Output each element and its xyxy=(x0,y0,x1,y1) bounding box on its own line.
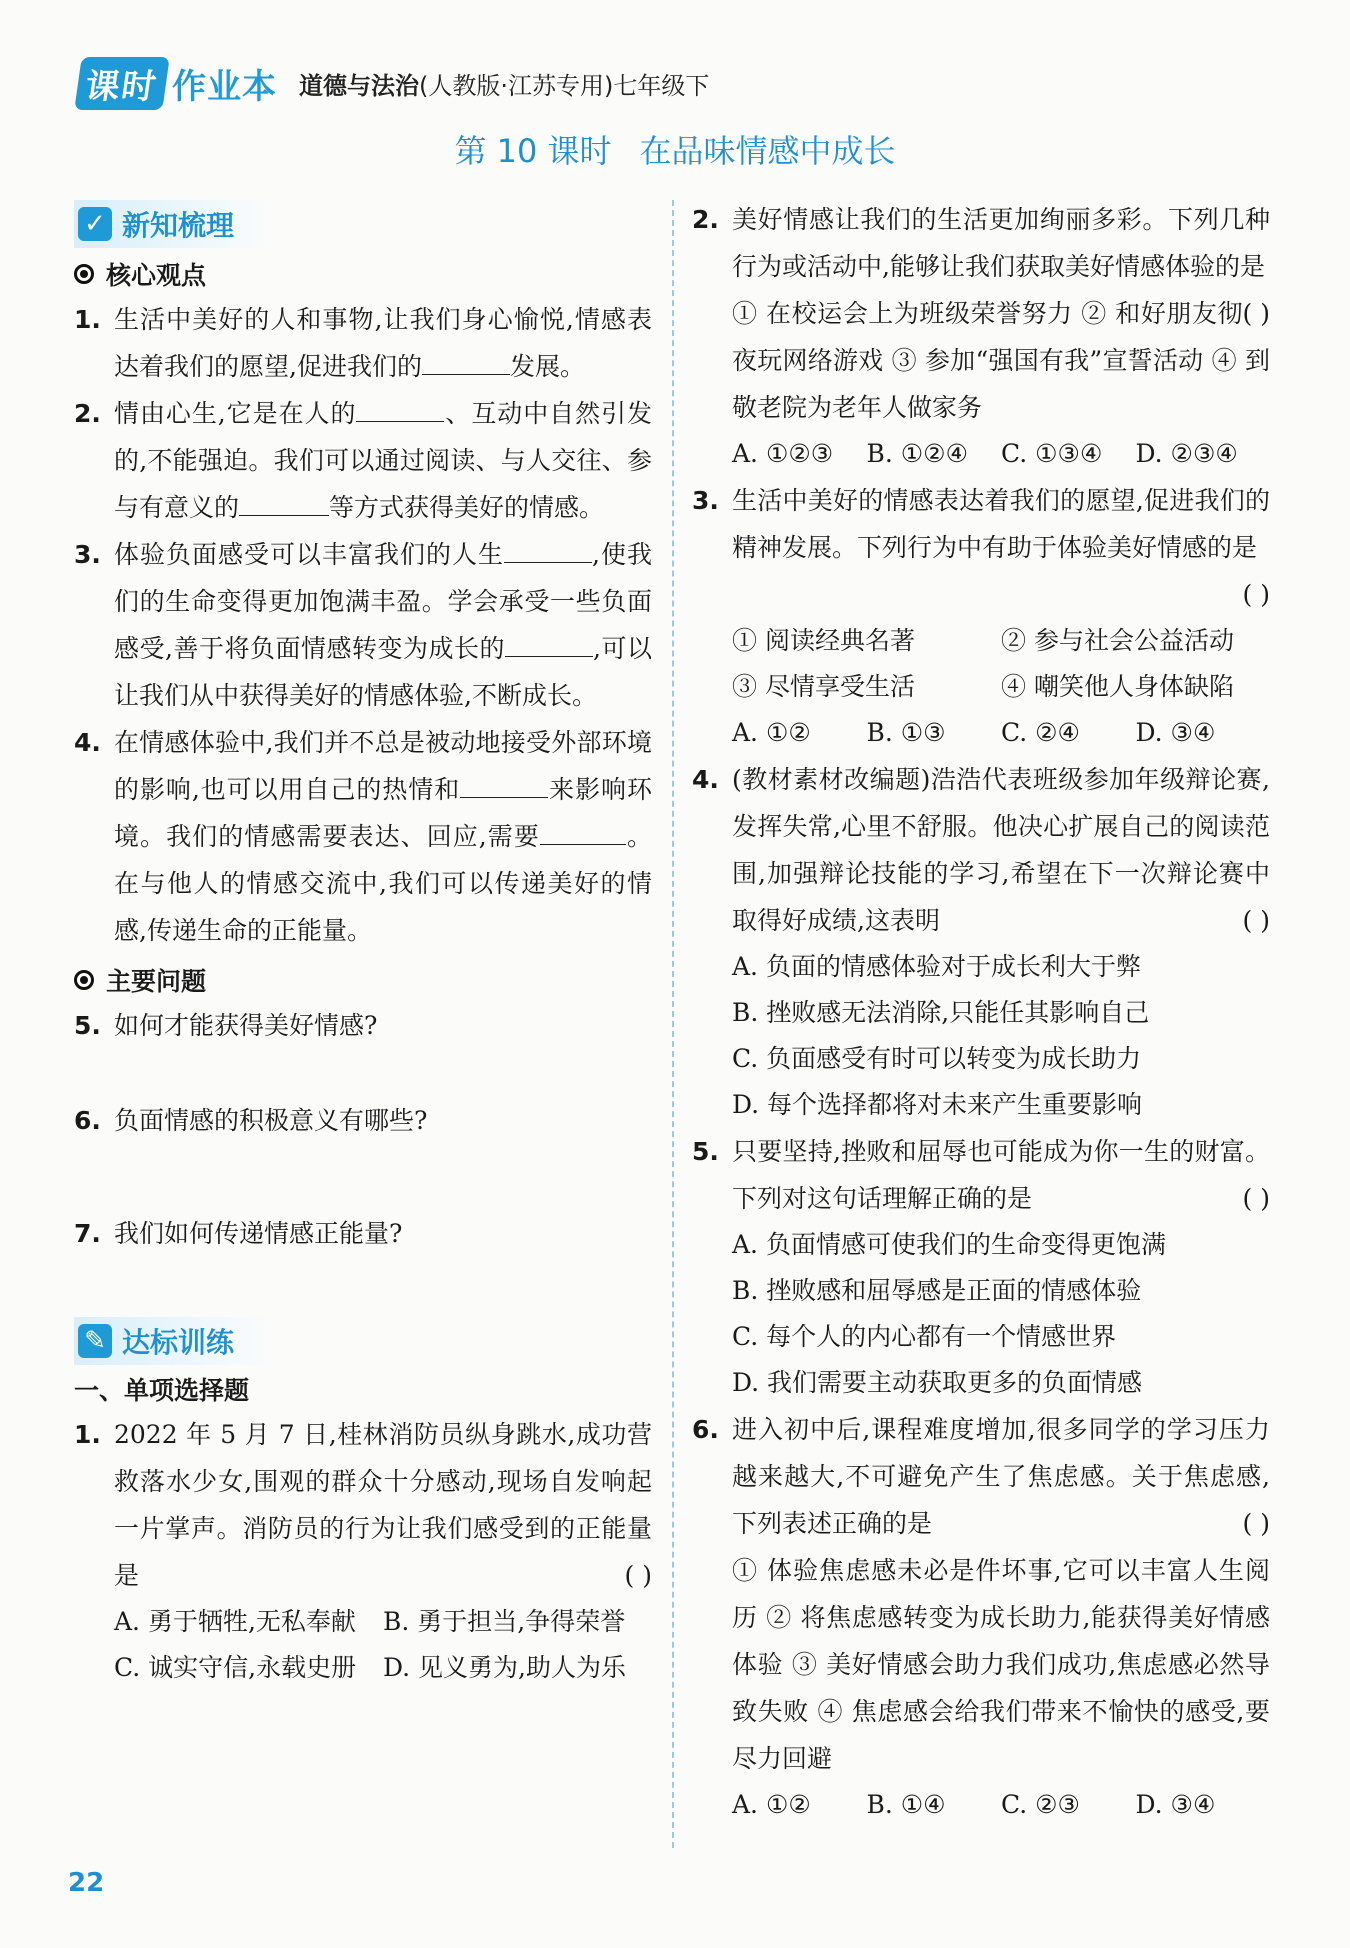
choice-question xyxy=(692,196,1270,431)
right-column xyxy=(692,196,1270,1828)
option-b[interactable]: B. ①③ xyxy=(866,718,946,747)
question-text xyxy=(732,756,1270,944)
logo-sub: 作业本 xyxy=(172,66,277,107)
question-number: 2. xyxy=(692,205,719,234)
text-segment: 生活中美好的人和事物,让我们身心愉悦,情感表达着我们的愿望,促进我们的 xyxy=(114,305,652,381)
choice-question xyxy=(692,1128,1270,1222)
answer-bracket[interactable]: ( ) xyxy=(624,1561,652,1590)
statement: ① 阅读经典名著 xyxy=(732,626,915,655)
option-c[interactable]: C. 诚实守信,永载史册 xyxy=(114,1653,357,1682)
option-a[interactable]: A. ①② xyxy=(732,1790,811,1819)
page-header xyxy=(78,58,709,108)
option-a[interactable]: A. ①② xyxy=(732,718,811,747)
answer-blank[interactable] xyxy=(356,393,444,422)
fill-question xyxy=(74,296,652,390)
open-question xyxy=(74,1097,652,1144)
option-c[interactable]: C. 负面感受有时可以转变为成长助力 xyxy=(732,1044,1142,1073)
statement: ③ 尽情享受生活 xyxy=(732,672,915,701)
option-a[interactable]: A. 勇于牺牲,无私奉献 xyxy=(114,1607,356,1636)
answer-bracket[interactable]: ( ) xyxy=(1242,906,1270,935)
question-text xyxy=(114,296,652,390)
statement-list: ① 体验焦虑感未必是件坏事,它可以丰富人生阅历 ② 将焦虑感转变为成长助力,能获得美好情感体验 ③ 美好情感会助力我们成功,焦虑感必然导致失败 ④ 焦虑感会给我们带来不愉快的感受,要尽力回避 xyxy=(732,1556,1270,1773)
question-text: 我们如何传递情感正能量? xyxy=(114,1219,403,1248)
answer-bracket[interactable]: ( ) xyxy=(1242,299,1270,328)
question-text xyxy=(114,1411,652,1599)
option-c[interactable]: C. 每个人的内心都有一个情感世界 xyxy=(732,1322,1117,1351)
check-icon: ✓ xyxy=(78,207,112,241)
answer-bracket[interactable]: ( ) xyxy=(1242,1184,1270,1213)
stem: 生活中美好的情感表达着我们的愿望,促进我们的精神发展。下列行为中有助于体验美好情感的是 xyxy=(732,486,1270,562)
question-number: 6. xyxy=(74,1106,101,1135)
option-b[interactable]: B. ①②④ xyxy=(866,439,969,468)
section-practice xyxy=(74,1317,274,1365)
stem: 只要坚持,挫败和屈辱也可能成为你一生的财富。下列对这句话理解正确的是 xyxy=(732,1137,1270,1213)
subheading-main-questions xyxy=(74,962,652,998)
question-text xyxy=(732,196,1270,431)
options-row xyxy=(692,1782,1270,1828)
options-row xyxy=(74,1599,652,1645)
option-b[interactable]: B. 勇于担当,争得荣誉 xyxy=(383,1607,626,1636)
question-number: 4. xyxy=(74,728,101,757)
pencil-icon: ✎ xyxy=(78,1324,112,1358)
option-c[interactable]: C. ①③④ xyxy=(1001,439,1103,468)
answer-space[interactable] xyxy=(74,1257,652,1317)
answer-bracket[interactable]: ( ) xyxy=(1242,1509,1270,1538)
choice-question xyxy=(74,1411,652,1599)
bullet-icon xyxy=(74,970,94,990)
choice-question xyxy=(692,756,1270,944)
stem: 2022 年 5 月 7 日,桂林消防员纵身跳水,成功营救落水少女,围观的群众十分感动,现场自发响起一片掌声。消防员的行为让我们感受到的正能量是 xyxy=(114,1420,652,1590)
open-question xyxy=(74,1210,652,1257)
option-a[interactable]: A. 负面的情感体验对于成长利大于弊 xyxy=(732,952,1141,981)
question-text xyxy=(114,531,652,719)
answer-blank[interactable] xyxy=(239,487,329,516)
question-number: 2. xyxy=(74,399,101,428)
edition-info: (人教版·江苏专用)七年级下 xyxy=(419,71,710,100)
question-text xyxy=(114,719,652,954)
page-number: 22 xyxy=(68,1868,105,1898)
question-number: 4. xyxy=(692,765,719,794)
subheading-label: 主要问题 xyxy=(106,967,207,996)
option-c[interactable]: C. ②④ xyxy=(1001,718,1080,747)
option-b[interactable]: B. 挫败感和屈辱感是正面的情感体验 xyxy=(732,1276,1142,1305)
text-segment: ,可以让我们从中获得美好的情感体验,不断成长。 xyxy=(114,634,653,710)
series-title xyxy=(299,66,709,101)
answer-blank[interactable] xyxy=(504,534,592,563)
statement: ② 参与社会公益活动 xyxy=(1001,626,1234,655)
text-segment: ,使我们的生命变得更加饱满丰盈。学会承受一些负面感受,善于将负面情感转变为成长的 xyxy=(114,540,652,663)
text-segment: 体验负面感受可以丰富我们的人生 xyxy=(114,540,505,569)
option-a[interactable]: A. 负面情感可使我们的生命变得更饱满 xyxy=(732,1230,1166,1259)
answer-space[interactable] xyxy=(74,1144,652,1210)
section-title: 达标训练 xyxy=(122,1326,235,1359)
question-number: 3. xyxy=(692,486,719,515)
option-d[interactable]: D. 我们需要主动获取更多的负面情感 xyxy=(732,1368,1143,1397)
subject-name: 道德与法治 xyxy=(299,71,419,100)
subheading-label: 核心观点 xyxy=(106,261,207,290)
stem: (教材素材改编题)浩浩代表班级参加年级辩论赛,发挥失常,心里不舒服。他决心扩展自己的阅读范围,加强辩论技能的学习,希望在下一次辩论赛中取得好成绩,这表明 xyxy=(732,765,1270,935)
statements-row xyxy=(692,664,1270,710)
text-segment: 来影响环境。我们的情感需要表达、回应,需要 xyxy=(114,775,652,851)
part-heading: 一、单项选择题 xyxy=(74,1376,250,1405)
answer-blank[interactable] xyxy=(460,769,548,798)
statement-list: ① 在校运会上为班级荣誉努力 ② 和好朋友彻夜玩网络游戏 ③ 参加“强国有我”宣誓活动 ④ 到敬老院为老年人做家务 xyxy=(732,299,1270,422)
choice-question xyxy=(692,477,1270,618)
question-number: 1. xyxy=(74,1420,101,1449)
text-segment: 发展。 xyxy=(509,352,585,381)
subheading-core-points xyxy=(74,256,652,292)
answer-blank[interactable] xyxy=(540,816,626,845)
option-d[interactable]: D. 每个选择都将对未来产生重要影响 xyxy=(732,1090,1143,1119)
option-b[interactable]: B. 挫败感无法消除,只能任其影响自己 xyxy=(732,998,1150,1027)
question-number: 7. xyxy=(74,1219,101,1248)
options-row xyxy=(74,1645,652,1691)
answer-space[interactable] xyxy=(74,1049,652,1097)
logo-mark: 课时 xyxy=(74,57,169,110)
options-row xyxy=(692,710,1270,756)
text-segment: 情由心生,它是在人的 xyxy=(114,399,357,428)
question-text xyxy=(732,477,1270,618)
question-text: 如何才能获得美好情感? xyxy=(114,1011,378,1040)
fill-question xyxy=(74,719,652,954)
column-divider xyxy=(672,200,674,1848)
left-column xyxy=(74,200,652,1691)
option-d[interactable]: D. ③④ xyxy=(1135,718,1216,747)
option-c[interactable]: C. ②③ xyxy=(1001,1790,1080,1819)
stem: 进入初中后,课程难度增加,很多同学的学习压力越来越大,不可避免产生了焦虑感。关于焦虑感,下列表述正确的是 xyxy=(732,1415,1270,1538)
question-text xyxy=(732,1128,1270,1222)
statements-row xyxy=(692,618,1270,664)
text-segment: 。在与他人的情感交流中,我们可以传递美好的情感,传递生命的正能量。 xyxy=(114,822,652,945)
text-segment: 、互动中自然引发的,不能强迫。我们可以通过阅读、与人交往、参与有意义的 xyxy=(114,399,652,522)
option-d[interactable]: D. ②③④ xyxy=(1135,439,1238,468)
answer-blank[interactable] xyxy=(505,628,593,657)
question-text xyxy=(732,1406,1270,1782)
option-d[interactable]: D. ③④ xyxy=(1135,1790,1216,1819)
lesson-title xyxy=(0,126,1350,172)
brand-logo xyxy=(78,57,277,110)
option-a[interactable]: A. ①②③ xyxy=(732,439,834,468)
options-row xyxy=(692,431,1270,477)
lesson-number: 第 10 课时 xyxy=(454,132,612,170)
lesson-name: 在品味情感中成长 xyxy=(639,132,896,170)
fill-question xyxy=(74,531,652,719)
open-question xyxy=(74,1002,652,1049)
question-text: 负面情感的积极意义有哪些? xyxy=(114,1106,428,1135)
bullet-icon xyxy=(74,264,94,284)
question-number: 6. xyxy=(692,1415,719,1444)
question-number: 5. xyxy=(74,1011,101,1040)
question-text xyxy=(114,390,652,531)
statement: ④ 嘲笑他人身体缺陷 xyxy=(1001,672,1234,701)
option-b[interactable]: B. ①④ xyxy=(866,1790,946,1819)
choice-question xyxy=(692,1406,1270,1782)
section-title: 新知梳理 xyxy=(122,209,235,242)
stem: 美好情感让我们的生活更加绚丽多彩。下列几种行为或活动中,能够让我们获取美好情感体验的是 xyxy=(732,205,1270,281)
question-number: 5. xyxy=(692,1137,719,1166)
answer-blank[interactable] xyxy=(422,346,510,375)
question-number: 3. xyxy=(74,540,101,569)
text-segment: 在情感体验中,我们并不总是被动地接受外部环境的影响,也可以用自己的热情和 xyxy=(114,728,652,804)
text-segment: 等方式获得美好的情感。 xyxy=(329,493,605,522)
answer-bracket[interactable]: ( ) xyxy=(1242,580,1270,609)
question-number: 1. xyxy=(74,305,101,334)
section-new-knowledge xyxy=(74,200,274,248)
fill-question xyxy=(74,390,652,531)
option-d[interactable]: D. 见义勇为,助人为乐 xyxy=(383,1653,626,1682)
